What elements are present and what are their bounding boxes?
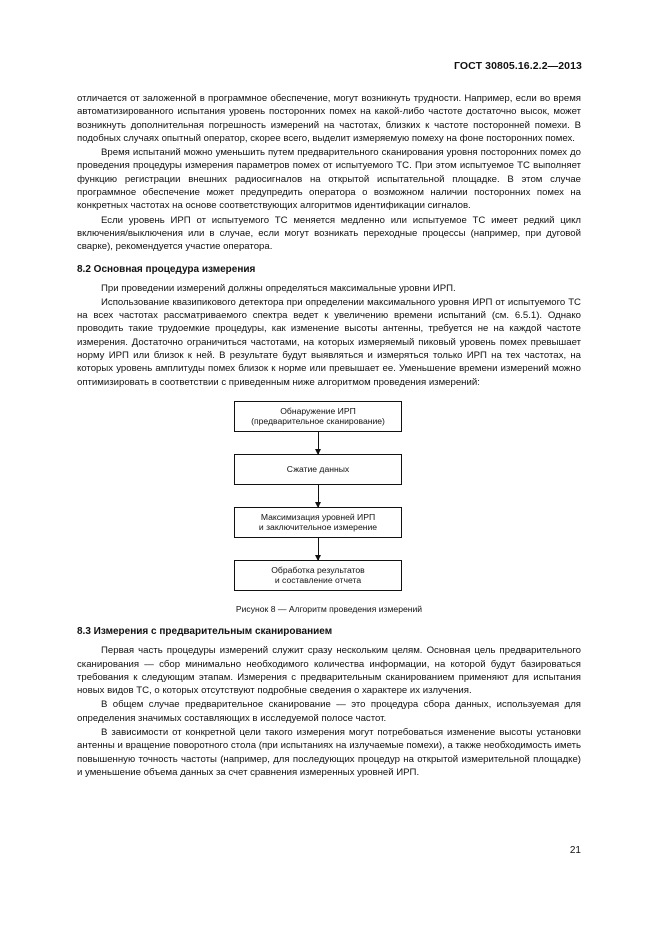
flow-arrow bbox=[318, 485, 319, 507]
flow-arrow bbox=[318, 538, 319, 560]
figure-caption: Рисунок 8 — Алгоритм проведения измерений bbox=[235, 603, 423, 614]
flow-box-text: (предварительное сканирование) bbox=[251, 416, 385, 427]
paragraph: отличается от заложенной в программное обеспечение, могут возникнуть трудности. Например, если во время автоматизированного испытания уровень посторонних помех на какой-либо частоте достаточно высок, может возникнуть дополнительная погрешность измерений на частотах, близких к частоте посторонней помехи. В подобных случаях опытный оператор, скорее всего, выделит измеряемую помеху на фоне посторонних помех. bbox=[77, 93, 581, 144]
flow-arrow bbox=[318, 432, 319, 454]
section-heading-8-2: 8.2 Основная процедура измерения bbox=[77, 263, 256, 275]
flow-box-compression bbox=[234, 454, 402, 485]
paragraph: Использование квазипикового детектора при определении максимального уровня ИРП от испытуемого ТС на всех частотах рассматриваемого спектра ведет к увеличению времени испытаний (см. 6.5.1). Однако проводить такие трудоемкие процедуры, как изменение высоты антенны, требуется не на каждой частоте измерения. Достаточно ограничиться частотами, на которых измеряемый пиковый уровень помех превышает норму ИРП или близок к ней. В результате будут выявляться и измеряться только ИРП на тех частотах, на которых уровень амплитуды помех близок к норме или превышает ее. Уменьшение времени измерений можно оптимизировать в соответствии с приведенным ниже алгоритмом проведения измерений: bbox=[77, 296, 581, 388]
flow-box-text: и заключительное измерение bbox=[258, 522, 378, 533]
paragraph: Если уровень ИРП от испытуемого ТС меняется медленно или испытуемое ТС имеет редкий цикл включения/выключения или в случае, если могут возникать переходные процессы (например, при дуговой сварке), рекомендуется участие оператора. bbox=[77, 214, 581, 253]
paragraph: Первая часть процедуры измерений служит сразу нескольким целям. Основная цель предварительного сканирования — сбор минимально необходимого количества информации, на которой будут базироваться требования к следующим этапам. Измерения с предварительным сканированием применяют для испытания новых видов ТС, о которых отсутствуют подробные сведения о характере их излучения. bbox=[77, 645, 581, 697]
paragraph: В общем случае предварительное сканирование — это процедура сбора данных, используемая для определения значимых составляющих в исследуемой полосе частот. bbox=[77, 699, 581, 724]
page-number: 21 bbox=[569, 845, 581, 856]
flow-box-text: Обнаружение ИРП bbox=[280, 405, 356, 416]
flow-box-detection bbox=[234, 401, 402, 432]
page-content bbox=[77, 92, 581, 779]
paragraph: При проведении измерений должны определяться максимальные уровни ИРП. bbox=[101, 282, 456, 294]
flow-box-text: Сжатие данных bbox=[286, 464, 350, 475]
flow-box-text: и составление отчета bbox=[274, 575, 362, 586]
paragraph: В зависимости от конкретной цели такого измерения могут потребоваться изменение высоты установки антенны и вращение поворотного стола (при испытаниях на излучаемые помехи), а также необходимость иметь повышенную точность частоты (например, для последующих процедур на открытой измерительной площадке) и уменьшение объема данных за счет сравнения измеренных уровней ИРП. bbox=[77, 727, 581, 778]
flow-box-processing bbox=[234, 560, 402, 591]
flow-box-text: Обработка результатов bbox=[271, 564, 365, 575]
flow-box-maximization bbox=[234, 507, 402, 538]
flow-box-text: Максимизация уровней ИРП bbox=[260, 511, 376, 522]
document-code: ГОСТ 30805.16.2.2—2013 bbox=[454, 60, 582, 72]
paragraph: Время испытаний можно уменьшить путем предварительного сканирования уровня посторонних помех до проведения процедуры измерения параметров помех от испытуемого ТС. При этом испытуемое ТС выполняет функцию регистрации внешних радиосигналов на открытой испытательной площадке. В этом случае программное обеспечение может предупредить оператора о возможном наличии посторонних помех на конкретных частотах на основе соответствующих алгоритмов идентификации сигналов. bbox=[77, 147, 581, 212]
section-heading-8-3: 8.3 Измерения с предварительным сканированием bbox=[77, 626, 333, 638]
flowchart-figure bbox=[77, 401, 581, 597]
